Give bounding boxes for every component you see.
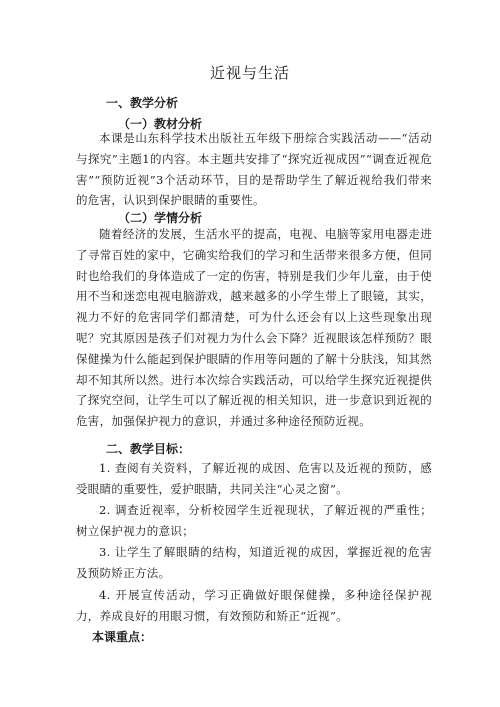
paragraph-student-analysis: 随着经济的发展，生活水平的提高，电视、电脑等家用电器走进了寻常百姓的家中，它确实给我们的学习和生活带来很多方便，但同时也给我们的身体造成了一定的伤害，特别是我们少年儿童，由于使用不当和迷恋电视电脑游戏，越来越多的小学生带上了眼镜，其实，视力不好的危害同学们都清楚，可为什么还会有以上这些现象出现呢？究其原因是孩子们对视力为什么会下降？近视眼该怎样预防？眼保健操为什么能起到保护眼睛的作用等问题的了解十分肤浅，知其然却不知其所以然。进行本次综合实践活动，可以给学生探究近视提供了探究空间，让学生可以了解近视的相关知识，进一步意识到近视的危害，加强保护视力的意识，并通过多种途径预防近视。 xyxy=(76,227,432,429)
goal-item: 2. 调查近视率，分析校园学生近视现状，了解近视的严重性；树立保护视力的意识； xyxy=(76,503,432,538)
section-heading-teaching-analysis: 一、教学分析 xyxy=(106,96,179,110)
key-points-heading: 本课重点： xyxy=(92,630,153,644)
subheading-material-analysis: （一）教材分析 xyxy=(118,117,203,131)
paragraph-material-analysis: 本课是山东科学技术出版社五年级下册综合实践活动——“活动与探究”主题1的内容。本主题共安排了“探究近视成因”“调查近视危害”“预防近视”3个活动环节，目的是帮助学生了解近视给我们带来的危害，认识到保护眼睛的重要性。 xyxy=(76,131,432,208)
subheading-student-analysis: （二）学情分析 xyxy=(118,211,203,225)
page-title: 近视与生活 xyxy=(209,64,290,82)
goal-item: 4. 开展宣传活动，学习正确做好眼保健操，多种途径保护视力，养成良好的用眼习惯，有效预防和矫正“近视”。 xyxy=(76,588,432,623)
goal-item: 3. 让学生了解眼睛的结构，知道近视的成因，掌握近视的危害及预防矫正方法。 xyxy=(76,545,432,580)
section-heading-teaching-goals: 二、教学目标： xyxy=(106,442,191,456)
goal-item: 1. 查阅有关资料，了解近视的成因、危害以及近视的预防，感受眼睛的重要性，爱护眼睛，共同关注“心灵之窗”。 xyxy=(76,461,432,496)
